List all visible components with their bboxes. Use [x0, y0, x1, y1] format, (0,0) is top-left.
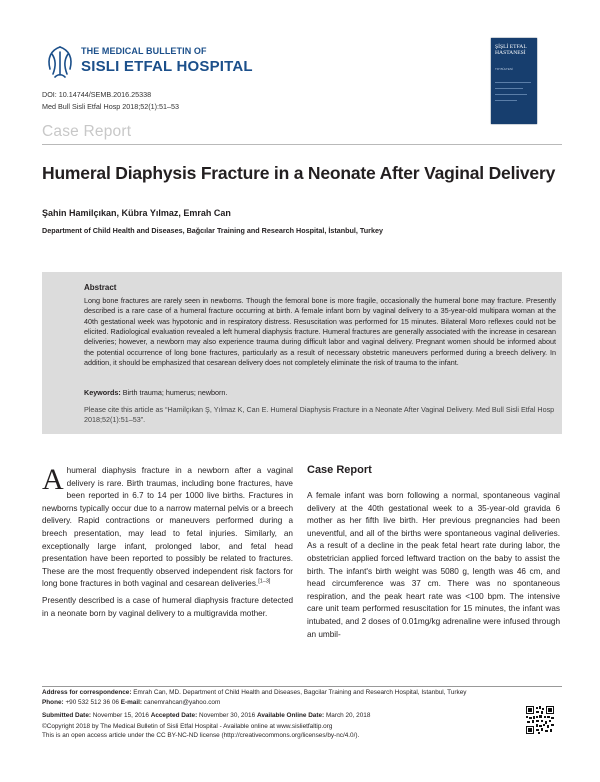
dates-line — [42, 712, 370, 719]
keywords-line — [84, 388, 227, 397]
cover-rule — [495, 100, 517, 101]
contact-line — [42, 699, 220, 706]
case-report-column — [307, 490, 560, 641]
journal-citation: Med Bull Sisli Etfal Hosp 2018;52(1):51–53 — [42, 102, 180, 111]
submitted-label: Submitted Date: — [42, 712, 91, 719]
accepted-label: Accepted Date: — [150, 712, 198, 719]
article-title: Humeral Diaphysis Fracture in a Neonate After Vaginal Delivery — [42, 163, 556, 183]
phone-label: Phone: — [42, 699, 64, 706]
abstract-text: Long bone fractures are rarely seen in newborns. Though the femoral bone is more fragile, occasionally the humeral bone may fracture. Presently described is a rare case of a humeral fracture occurring at birth. A female infant born by vaginal delivery to a 35-year-old multipara woman at the 40th gestational week was hypotonic and in respiratory distress. Resuscitation was performed for 15 minutes. Bilateral Moro reflexes could not be elicited. Radiological evaluation revealed a left humeral diaphysis fracture. Humeral fractures are generally associated with the increase in cesarean deliveries; however, a newborn may also experience trauma during difficult labor and vaginal delivery. Pregnant women should be informed about the potential occurrence of long bone fractures, particularly as a result of necessary obstetric maneuvers performed during a breech delivery. In addition, it should be emphasized that cesarean delivery does not completely eliminate the risk of trauma to the infant. — [84, 296, 556, 368]
cover-rule — [495, 88, 523, 89]
keywords-label: Keywords: — [84, 388, 121, 397]
online-date: March 20, 2018 — [325, 712, 371, 719]
footer-divider — [42, 686, 562, 687]
copyright-line: ©Copyright 2018 by The Medical Bulletin of Sisli Etfal Hospital - Available online at www.sislietfaltip.org — [42, 723, 333, 730]
intro-text: humeral diaphysis fracture in a newborn after a vaginal delivery is rare. Birth traumas, including bone fractures, have been reported in 6.7 to 14 per 1000 live births. Fractures in newborns typically occur due to a narrow maternal pelvis or a breech delivery. Rapid contractions or maneuvers performed during a breech presentation, may lead to fetal injuries. Similarly, an exceptionally large infant, prolonged labor, and fetal head presentation have been reported to possibly be related to fractures. These are the most frequently observed independent risk factors for long bone fractures in both vaginal and cesarean deliveries. — [42, 466, 293, 589]
intro-paragraph — [42, 465, 293, 591]
correspondence-address: Emrah Can, MD. Department of Child Health and Diseases, Bagcilar Training and Research Hospital, Istanbul, Turkey — [133, 689, 467, 696]
qr-code-icon — [526, 706, 554, 734]
doi-link[interactable]: DOI: 10.14744/SEMB.2016.25338 — [42, 90, 152, 99]
cite-this-article: Please cite this article as “Hamilçıkan Ş, Yılmaz K, Can E. Humeral Diaphysis Fracture in a Neonate After Vaginal Delivery. Med Bull Sisli Etfal Hosp 2018;52(1):51–53”. — [84, 405, 555, 425]
author-list: Şahin Hamilçıkan, Kübra Yılmaz, Emrah Can — [42, 208, 231, 218]
journal-name: SISLI ETFAL HOSPITAL — [81, 58, 253, 75]
submitted-date: November 15, 2016 — [92, 712, 149, 719]
author-affiliation: Department of Child Health and Diseases, Bağcılar Training and Research Hospital, İstanbul, Turkey — [42, 226, 383, 235]
email-label: E-mail: — [120, 699, 143, 706]
journal-cover-thumbnail — [491, 38, 537, 124]
introduction-column — [42, 465, 293, 624]
article-type-label: Case Report — [42, 123, 132, 140]
cover-rule — [495, 94, 527, 95]
accepted-date: November 30, 2016 — [199, 712, 256, 719]
reference-marker[interactable]: [1–3] — [258, 578, 271, 585]
abstract-heading: Abstract — [84, 283, 117, 292]
journal-logo-icon — [42, 44, 78, 80]
correspondence-label: Address for correspondence: — [42, 689, 132, 696]
cover-subtitle: TIP BÜLTENİ — [495, 67, 513, 71]
phone-number: +90 532 512 36 06 — [65, 699, 119, 706]
case-report-heading: Case Report — [307, 464, 372, 476]
header-divider — [42, 144, 562, 145]
cover-title: ŞİŞLİ ETFAL HASTANESİ — [495, 44, 527, 57]
drop-cap: A — [42, 463, 64, 496]
license-line[interactable]: This is an open access article under the CC BY-NC-ND license (http://creativecommons.org/licenses/by-nc/4.0/). — [42, 732, 360, 739]
cover-rule — [495, 82, 531, 83]
email-address[interactable]: canemrahcan@yahoo.com — [143, 699, 221, 706]
intro-paragraph: Presently described is a case of humeral diaphysis fracture detected in a neonate born by vaginal delivery to a multigravida mother. — [42, 595, 293, 618]
case-report-text: A female infant was born following a normal, spontaneous vaginal delivery at the 40th gestational week to a 35-year-old gravida 6 mother as her fifth live birth. Her previous pregnancies had been uneventful, and all of the births were spontaneous vaginal deliveries. As a result of a decline in the peak fetal heart rate during labor, the obstetrician applied forced leftward traction on the baby to assist the birth. The infant's birth weight was 5080 g, length was 46 cm, and head circumference was 37 cm. There was no spontaneous respiration, and the peak heart rate was <100 bpm. The intensive care unit team performed resuscitation for 15 minutes, the infant was intubated, and 2 doses of 0.01mg/kg adrenaline were infused through an umbil- — [307, 491, 560, 639]
online-label: Available Online Date: — [256, 712, 325, 719]
correspondence-line — [42, 689, 466, 696]
journal-name-top: THE MEDICAL BULLETIN OF — [81, 46, 207, 56]
keywords-text: Birth trauma; humerus; newborn. — [122, 388, 228, 397]
